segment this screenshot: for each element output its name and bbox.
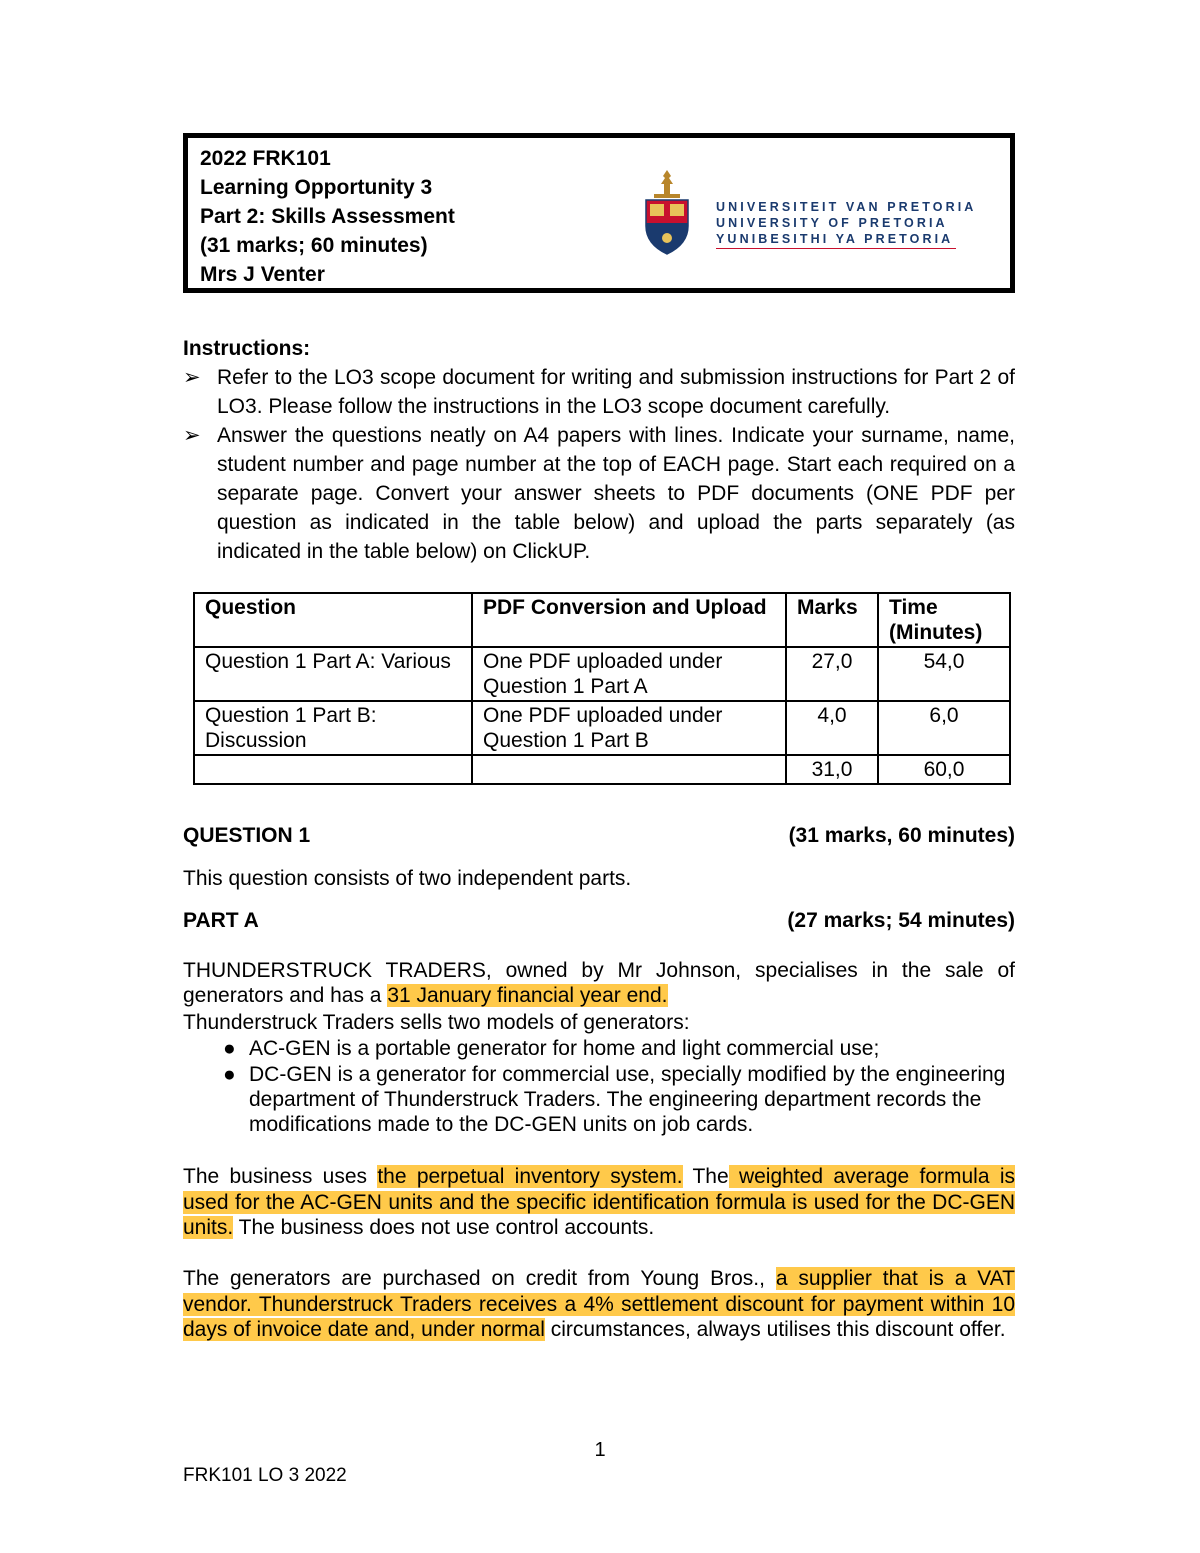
cell-upload: One PDF uploaded under Question 1 Part A (472, 647, 786, 701)
university-name-afrikaans: UNIVERSITEIT VAN PRETORIA (716, 200, 977, 214)
page-number: 1 (594, 1439, 606, 1461)
paragraph-text: The business does not use control accounts. (233, 1216, 655, 1239)
question1-heading (183, 821, 1015, 850)
university-name-sepedi: YUNIBESITHI YA PRETORIA (716, 232, 954, 246)
dot-bullet-icon: ● (223, 1037, 236, 1060)
partA-paragraph-1 (183, 958, 1015, 1008)
header-marks: Marks (786, 593, 878, 647)
paragraph-text: circumstances, always utilises this discount offer. (544, 1318, 1006, 1341)
cell-time: 6,0 (878, 701, 1010, 755)
partA-title: PART A (183, 909, 259, 932)
partA-models-intro: Thunderstruck Traders sells two models of generators: (183, 1011, 690, 1034)
highlighted-text: 31 January financial year end. (387, 984, 668, 1007)
list-item (183, 1062, 1015, 1137)
table-header-row (194, 593, 1010, 647)
dot-bullet-icon: ● (223, 1063, 236, 1086)
table-row (194, 701, 1010, 755)
paragraph-text: The generators are purchased on credit from Young Bros., (183, 1267, 776, 1290)
title-box (183, 133, 1015, 293)
partA-heading (183, 906, 1015, 935)
wordmark-rule (716, 248, 956, 249)
partA-paragraph-3 (183, 1266, 1015, 1343)
footer-text: FRK101 LO 3 2022 (183, 1465, 347, 1486)
cell-time: 54,0 (878, 647, 1010, 701)
university-name-english: UNIVERSITY OF PRETORIA (716, 216, 948, 230)
instructions-heading: Instructions: (183, 337, 311, 360)
table-total-row (194, 755, 1010, 784)
instruction-item (183, 363, 1015, 421)
highlighted-text: the perpetual inventory system. (377, 1165, 683, 1188)
submission-table (193, 592, 1011, 785)
list-item-text: DC-GEN is a generator for commercial use, specially modified by the engineering department of Thunderstruck Traders. The engineering department records the modifications made to the DC-GEN units on job cards. (249, 1063, 1006, 1136)
cell-total-time: 60,0 (878, 755, 1010, 784)
paragraph-text: The business uses (183, 1165, 378, 1188)
cell-upload: One PDF uploaded under Question 1 Part B (472, 701, 786, 755)
paragraph-text: THUNDERSTRUCK TRADERS, owned by Mr Johnson, specialises in the sale of generators and has a (183, 959, 1015, 1007)
list-item-text: AC-GEN is a portable generator for home and light commercial use; (249, 1037, 880, 1060)
lecturer-name: Mrs J Venter (200, 263, 325, 286)
partA-marks: (27 marks; 54 minutes) (787, 909, 1015, 932)
highlighted-text: a supplier that is a VAT vendor. Thunderstruck Traders receives a 4% settlement discount for payment within 10 days of invoice date and, under normal (183, 1267, 1015, 1341)
cell-upload (472, 755, 786, 784)
university-crest-logo (640, 168, 694, 256)
marks-time: (31 marks; 60 minutes) (200, 234, 428, 257)
university-wordmark (716, 199, 976, 247)
instruction-item (183, 421, 1015, 566)
question1-title: QUESTION 1 (183, 824, 311, 847)
cell-question: Question 1 Part B: Discussion (194, 701, 472, 755)
partA-paragraph-2 (183, 1164, 1015, 1241)
question1-intro: This question consists of two independent parts. (183, 867, 632, 890)
instruction-text: Answer the questions neatly on A4 papers with lines. Indicate your surname, name, student number and page number at the top of EACH page. Start each required on a separate page. Convert your answer sheets to PDF documents (ONE PDF per question as indicated in the table below) and upload the parts separately (as indicated in the table below) on ClickUP. (217, 424, 1015, 563)
course-code: 2022 FRK101 (200, 147, 331, 170)
cell-marks: 27,0 (786, 647, 878, 701)
highlighted-text: weighted average formula is used for the AC-GEN units and the specific identification formula is used for the DC-GEN units. (183, 1165, 1015, 1239)
header-pdf-conversion: PDF Conversion and Upload (472, 593, 786, 647)
arrow-bullet-icon: ➢ (183, 424, 201, 447)
arrow-bullet-icon: ➢ (183, 366, 201, 389)
opportunity-title: Learning Opportunity 3 (200, 176, 433, 199)
paragraph-text: The (682, 1165, 729, 1188)
question1-marks: (31 marks, 60 minutes) (788, 824, 1015, 847)
cell-total-marks: 31,0 (786, 755, 878, 784)
part-title: Part 2: Skills Assessment (200, 205, 455, 228)
cell-marks: 4,0 (786, 701, 878, 755)
table-row (194, 647, 1010, 701)
header-question: Question (194, 593, 472, 647)
header-lines (200, 144, 455, 289)
header-time: Time (Minutes) (878, 593, 1010, 647)
cell-question (194, 755, 472, 784)
cell-question: Question 1 Part A: Various (194, 647, 472, 701)
list-item (183, 1036, 1015, 1061)
instruction-text: Refer to the LO3 scope document for writing and submission instructions for Part 2 of LO3. Please follow the instructions in the LO3 scope document carefully. (217, 366, 1015, 418)
